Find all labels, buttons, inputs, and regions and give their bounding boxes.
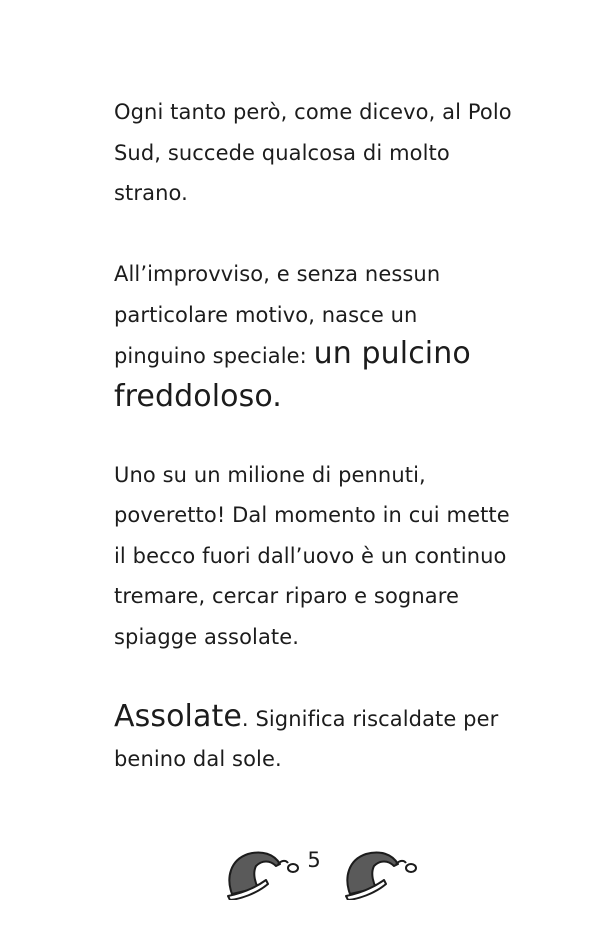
paragraph-1 (114, 92, 534, 214)
text-line: Ogni tanto però, come dicevo, al Polo (114, 100, 512, 124)
text-line-mixed (114, 335, 534, 377)
text-fragment: . Significa riscaldate per (241, 706, 499, 731)
emphasis-word: Assolate (114, 698, 242, 734)
page-footer (0, 838, 605, 908)
text-fragment: pinguino speciale: (114, 344, 314, 368)
emphasis-line: freddoloso. (114, 378, 282, 414)
text-line: poveretto! Dal momento in cui mette (114, 503, 510, 527)
text-line: tremare, cercar riparo e sognare (114, 584, 460, 608)
emphasis-text: un pulcino (313, 336, 471, 371)
text-line-mixed (114, 698, 534, 740)
text-line: Uno su un milione di pennuti, (114, 462, 426, 487)
page-body (114, 92, 534, 820)
text-line: il becco fuori dall’uovo è un continuo (114, 543, 507, 568)
text-line: benino dal sole. (114, 747, 282, 771)
text-line: Sud, succede qualcosa di molto (114, 140, 450, 165)
text-line: All’improvviso, e senza nessun (114, 262, 441, 286)
paragraph-4 (114, 698, 534, 780)
santa-hat-icon (222, 844, 306, 900)
paragraph-3 (114, 455, 534, 658)
paragraph-2 (114, 254, 534, 417)
santa-hat-icon (340, 844, 424, 900)
text-line: particolare motivo, nasce un (114, 302, 418, 327)
text-line: strano. (114, 181, 188, 205)
text-line: spiagge assolate. (114, 624, 300, 649)
page-number: 5 (307, 848, 321, 872)
